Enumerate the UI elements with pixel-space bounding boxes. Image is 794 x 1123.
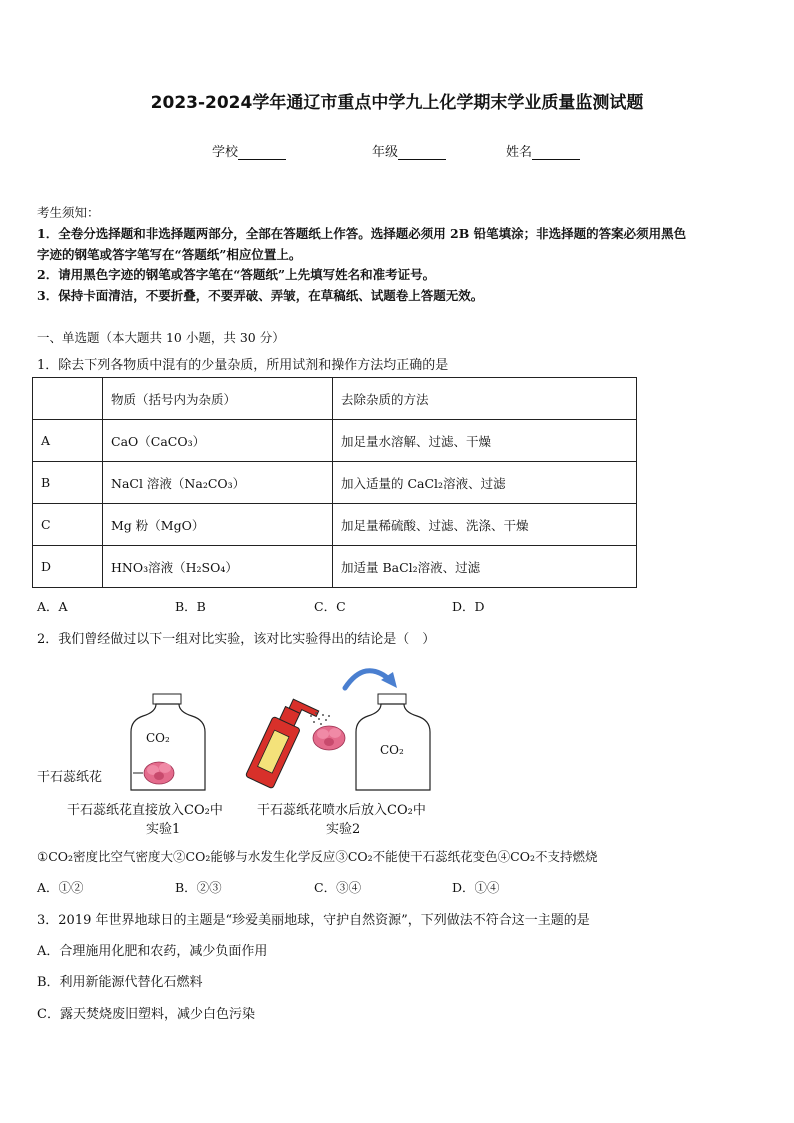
q3-option-b[interactable]: B．利用新能源代替化石燃料 xyxy=(37,975,203,990)
name-label: 姓名 xyxy=(506,145,533,160)
exp2-description: 干石蕊纸花喷水后放入CO₂中 xyxy=(257,803,426,818)
notice-line-2: 字迹的钢笔或答字笔写在“答题纸”相应位置上。 xyxy=(37,247,302,262)
table-header-cell: 物质（括号内为杂质） xyxy=(103,378,333,420)
notice-line-1: 1．全卷分选择题和非选择题两部分，全部在答题纸上作答。选择题必须用 2B 铅笔填涂；非选择题的答案必须用黑色 xyxy=(37,226,687,241)
q3-stem: 3．2019 年世界地球日的主题是“珍爱美丽地球，守护自然资源”，下列做法不符合这一主题的是 xyxy=(37,913,590,928)
table-row xyxy=(33,462,637,504)
flower-1-icon xyxy=(144,762,174,784)
q2-conclusions: ①CO₂密度比空气密度大②CO₂能够与水发生化学反应③CO₂不能使干石蕊纸花变色④CO₂不支持燃烧 xyxy=(37,849,598,864)
notice-line-4: 3．保持卡面清洁，不要折叠，不要弄破、弄皱，在草稿纸、试题卷上答题无效。 xyxy=(37,288,484,303)
section-heading: 一、单选题（本大题共 10 小题，共 30 分） xyxy=(37,330,285,345)
exp1-name: 实验1 xyxy=(146,822,181,837)
grade-label: 年级 xyxy=(372,145,399,160)
table-row xyxy=(33,420,637,462)
exp1-description: 干石蕊纸花直接放入CO₂中 xyxy=(67,803,223,818)
school-field[interactable] xyxy=(212,141,286,160)
q2-option-c[interactable]: C．③④ xyxy=(314,880,362,895)
q1-option-c[interactable]: C．C xyxy=(314,599,346,614)
grade-blank[interactable] xyxy=(398,145,446,160)
q2-option-a[interactable]: A．①② xyxy=(37,880,84,895)
row-method: 加足量水溶解、过滤、干燥 xyxy=(333,420,637,462)
grade-field[interactable] xyxy=(372,141,446,160)
notice-line-3: 2．请用黑色字迹的钢笔或答字笔在“答题纸”上先填写姓名和准考证号。 xyxy=(37,267,436,282)
row-substance: Mg 粉（MgO） xyxy=(103,504,333,546)
q3-option-c[interactable]: C．露天焚烧废旧塑料，减少白色污染 xyxy=(37,1007,255,1022)
q1-option-a[interactable]: A．A xyxy=(37,599,68,614)
school-label: 学校 xyxy=(212,145,239,160)
q1-option-d[interactable]: D．D xyxy=(452,599,485,614)
table-header-row xyxy=(33,378,637,420)
name-field[interactable] xyxy=(506,141,580,160)
table-row xyxy=(33,504,637,546)
gas-bottle-2-icon xyxy=(356,694,430,790)
row-substance: CaO（CaCO₃） xyxy=(103,420,333,462)
page-title: 2023-2024学年通辽市重点中学九上化学期末学业质量监测试题 xyxy=(150,93,644,113)
table-header-cell xyxy=(33,378,103,420)
q1-stem: 1．除去下列各物质中混有的少量杂质，所用试剂和操作方法均正确的是 xyxy=(37,358,449,373)
flower-label: 干石蕊纸花 xyxy=(37,770,103,785)
notice-heading: 考生须知： xyxy=(37,205,100,220)
exp2-name: 实验2 xyxy=(326,822,361,837)
co2-label-bottle-2: CO₂ xyxy=(380,743,404,757)
row-substance: NaCl 溶液（Na₂CO₃） xyxy=(103,462,333,504)
row-method: 加适量 BaCl₂溶液、过滤 xyxy=(333,546,637,588)
table-row xyxy=(33,546,637,588)
name-blank[interactable] xyxy=(532,145,580,160)
row-id: D xyxy=(33,546,103,588)
table-header-cell: 去除杂质的方法 xyxy=(333,378,637,420)
q1-option-b[interactable]: B．B xyxy=(175,599,206,614)
co2-label-bottle-1: CO₂ xyxy=(146,731,170,745)
q2-option-d[interactable]: D．①④ xyxy=(452,880,500,895)
row-id: A xyxy=(33,420,103,462)
row-substance: HNO₃溶液（H₂SO₄） xyxy=(103,546,333,588)
row-method: 加足量稀硫酸、过滤、洗涤、干燥 xyxy=(333,504,637,546)
row-id: C xyxy=(33,504,103,546)
row-method: 加入适量的 CaCl₂溶液、过滤 xyxy=(333,462,637,504)
q2-option-b[interactable]: B．②③ xyxy=(175,880,222,895)
q3-option-a[interactable]: A．合理施用化肥和农药，减少负面作用 xyxy=(37,944,268,959)
row-id: B xyxy=(33,462,103,504)
flower-2-icon xyxy=(313,726,345,750)
school-blank[interactable] xyxy=(238,145,286,160)
q2-stem: 2．我们曾经做过以下一组对比实验，该对比实验得出的结论是（ ） xyxy=(37,632,436,647)
q1-table xyxy=(32,377,637,588)
